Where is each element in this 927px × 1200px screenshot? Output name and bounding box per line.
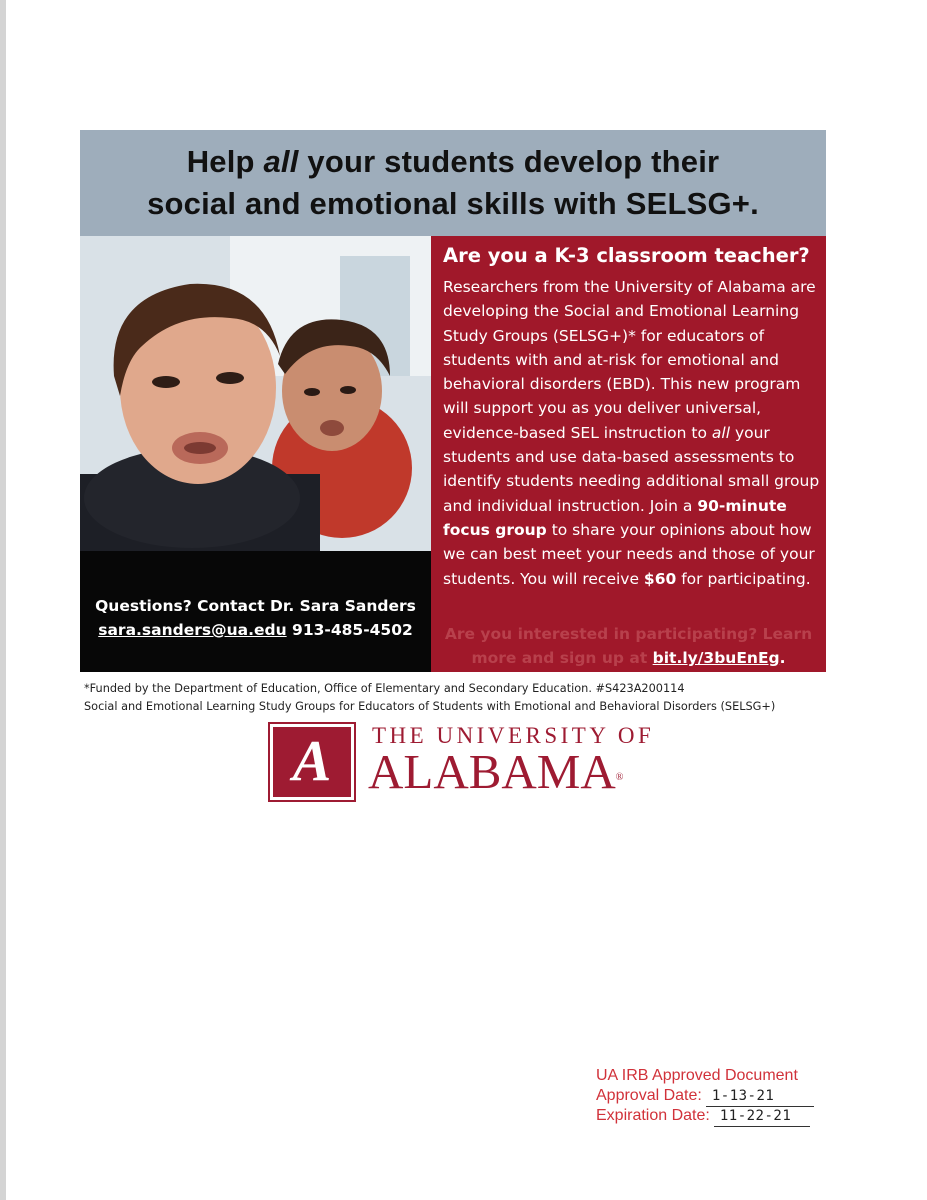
funding-footnote	[84, 680, 775, 716]
stamp-approval: Approval Date: 1-13-21	[596, 1086, 814, 1106]
logo-university-of: THE UNIVERSITY OF	[372, 723, 655, 748]
logo-alabama: ALABAMA®	[368, 744, 624, 799]
contact-name: Questions? Contact Dr. Sara Sanders	[95, 597, 416, 615]
info-title: Are you a K-3 classroom teacher?	[443, 244, 810, 267]
info-body: Researchers from the University of Alabama are developing the Social and Emotional Learning Study Groups (SELSG+)* for educators of students with and at-risk for emotional and behavioral disorders (EBD). This new program will support you as you deliver universal, evidence-based SEL instruction to all your students and use data-based assessments to identify students needing additional small group and individual instruction. Join a 90-minute focus group to share your opinions about how we can best meet your needs and those of your students. You will receive $60 for participating.	[443, 278, 820, 588]
contact-details	[80, 621, 431, 639]
banner-line-2: social and emotional skills with SELSG+.	[147, 186, 759, 221]
signup-link[interactable]: bit.ly/3buEnEg	[652, 649, 780, 667]
stamp-expiration: Expiration Date: 11-22-21	[596, 1106, 814, 1126]
info-panel	[431, 236, 826, 672]
approval-date-value: 1-13-21	[706, 1086, 814, 1107]
children-photo	[80, 236, 431, 551]
contact-phone: 913-485-4502	[292, 621, 413, 639]
irb-stamp	[596, 1066, 814, 1126]
logo-letter: A	[292, 728, 332, 793]
header-banner	[80, 130, 826, 236]
footnote-line-1: *Funded by the Department of Education, Office of Elementary and Secondary Education. #S423A200114	[84, 682, 685, 695]
contact-box	[80, 551, 431, 672]
banner-line-1: Help all your students develop their	[186, 144, 720, 179]
contact-email-link[interactable]: sara.sanders@ua.edu	[98, 621, 287, 639]
stamp-title: UA IRB Approved Document	[596, 1067, 798, 1084]
footnote-line-2: Social and Emotional Learning Study Groups for Educators of Students with Emotional and Behavioral Disorders (SELSG+)	[84, 700, 776, 713]
scan-edge	[0, 0, 6, 1200]
call-to-action: Are you interested in participating? Learn more and sign up at bit.ly/3buEnEg.	[444, 625, 813, 667]
expiration-date-value: 11-22-21	[714, 1106, 810, 1127]
script-a-logo-icon	[268, 722, 356, 802]
